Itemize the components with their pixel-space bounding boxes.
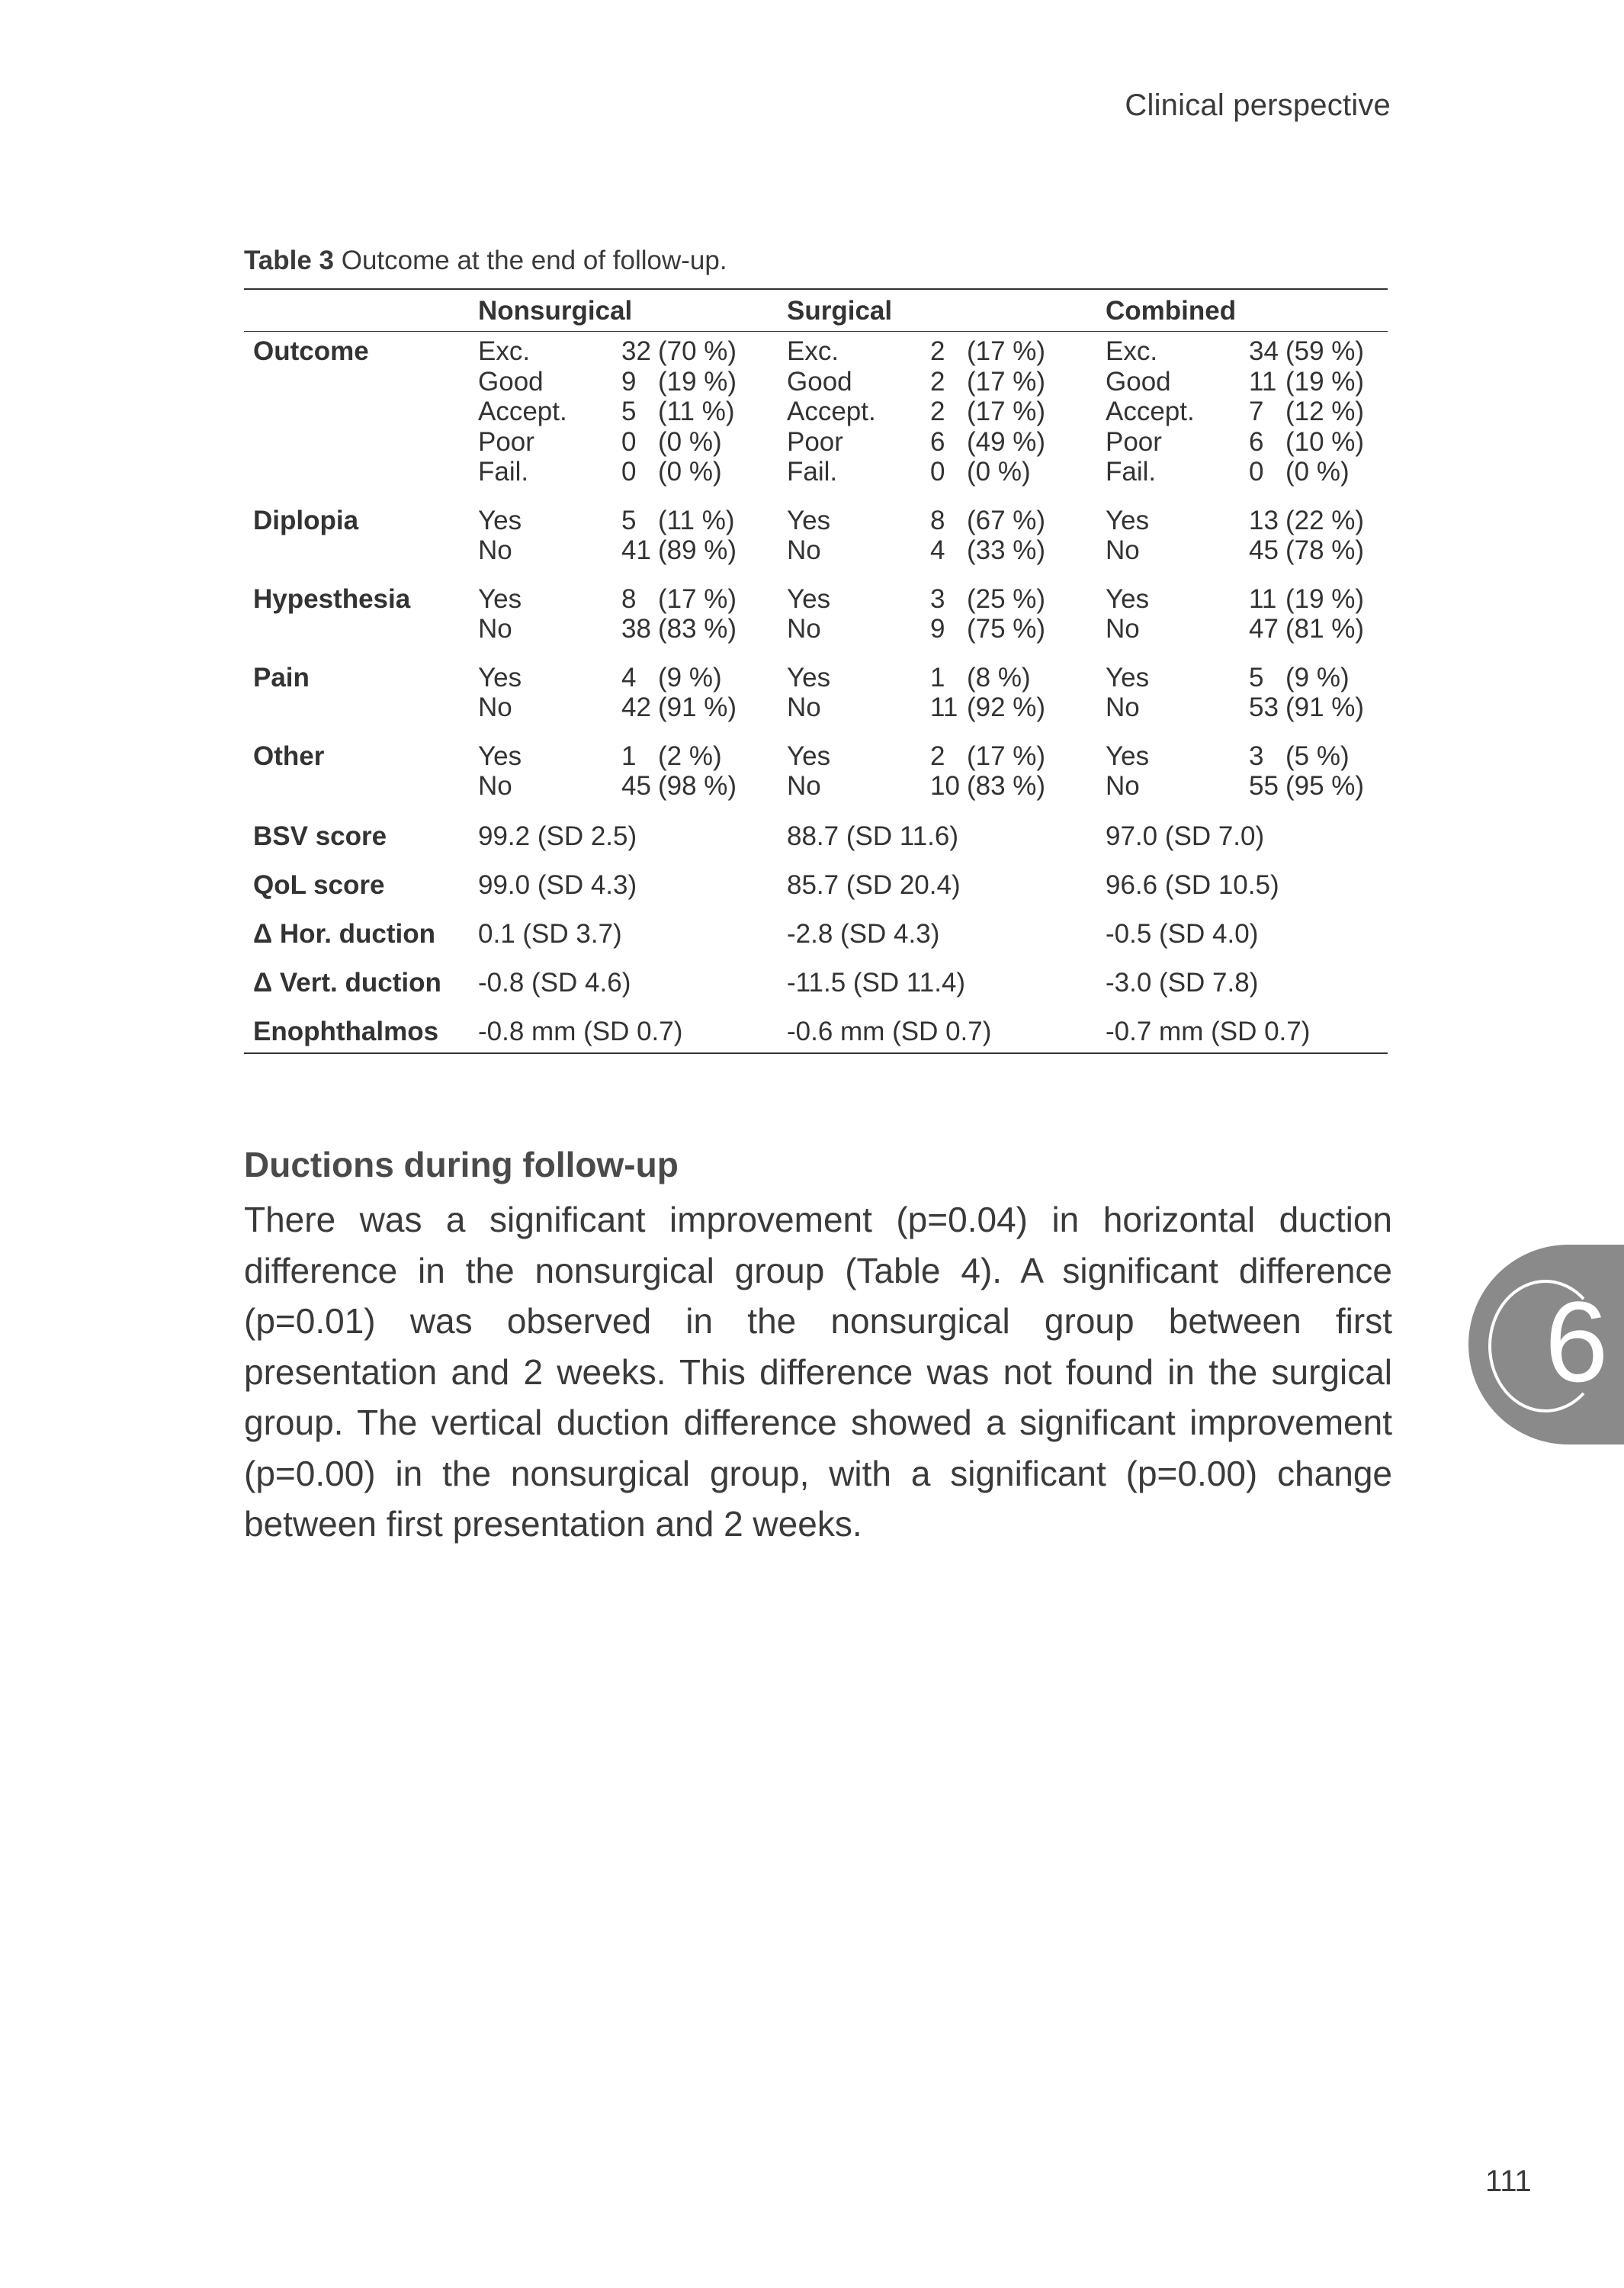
cell-cnt: 13 xyxy=(1249,505,1279,535)
cell-line xyxy=(478,614,787,644)
cell-pct: (17 %) xyxy=(967,366,1046,397)
cell-pct: (98 %) xyxy=(658,771,737,801)
cell-surgical: 88.7 (SD 11.6) xyxy=(787,821,959,851)
cell-cat: Good xyxy=(1106,366,1171,397)
cell-pct: (8 %) xyxy=(967,662,1031,693)
cell-line xyxy=(478,535,787,566)
cell-cnt: 4 xyxy=(621,662,637,693)
cell-cnt: 10 xyxy=(930,771,960,801)
cell-cnt: 8 xyxy=(621,583,637,614)
table-row xyxy=(244,910,1388,959)
table-caption-label: Table 3 xyxy=(244,246,335,275)
cell-combined xyxy=(1106,498,1388,577)
cell-nonsurgical xyxy=(478,332,787,498)
header-surgical: Surgical xyxy=(787,289,1106,332)
cell-line xyxy=(478,693,787,723)
row-label: Outcome xyxy=(253,336,369,366)
cell-cat: Exc. xyxy=(478,336,531,366)
row-label: Enophthalmos xyxy=(253,1016,439,1046)
row-label: Hypesthesia xyxy=(253,583,411,614)
cell-cat: Poor xyxy=(787,426,843,457)
cell-pct: (70 %) xyxy=(658,336,737,366)
cell-cat: No xyxy=(787,535,821,565)
cell-cat: Exc. xyxy=(1106,336,1158,366)
cell-cnt: 32 xyxy=(621,336,651,366)
cell-cat: No xyxy=(787,693,821,722)
cell-nonsurgical xyxy=(478,655,787,734)
cell-line xyxy=(1106,506,1388,536)
cell-cnt: 5 xyxy=(621,505,637,535)
cell-cat: Yes xyxy=(1106,505,1150,535)
cell-cat: No xyxy=(1106,535,1140,565)
cell-line xyxy=(787,427,1106,458)
cell-line xyxy=(787,584,1106,615)
cell-line xyxy=(1106,584,1388,615)
cell-cnt: 47 xyxy=(1249,614,1279,644)
cell-nonsurgical: 0.1 (SD 3.7) xyxy=(478,918,622,949)
cell-line xyxy=(478,741,787,772)
body-paragraph: There was a significant improvement (p=0.04) in horizontal duction difference in the nonsurgical group (Table 4). A significant difference (p=0.01) was observed in the nonsurgical group between first presentation and 2 weeks. This difference was not found in the surgical group. The vertical duction difference showed a significant improvement (p=0.00) in the nonsurgical group, with a significant (p=0.00) change between first presentation and 2 weeks. xyxy=(244,1200,1392,1544)
cell-cnt: 0 xyxy=(930,457,945,487)
cell-cat: Yes xyxy=(478,662,522,693)
cell-pct: (9 %) xyxy=(1285,662,1350,693)
cell-line xyxy=(478,336,787,367)
cell-pct: (0 %) xyxy=(658,457,722,487)
cell-combined: -0.7 mm (SD 0.7) xyxy=(1106,1016,1311,1046)
table-caption xyxy=(244,246,727,276)
cell-cnt: 6 xyxy=(1249,426,1264,457)
cell-cat: No xyxy=(787,771,821,801)
cell-cnt: 5 xyxy=(621,397,637,426)
cell-cat: Yes xyxy=(787,741,831,771)
cell-cnt: 55 xyxy=(1249,771,1279,801)
cell-cnt: 8 xyxy=(930,505,945,535)
cell-cnt: 7 xyxy=(1249,397,1264,426)
cell-pct: (11 %) xyxy=(658,505,735,535)
table-header-row xyxy=(244,289,1388,332)
cell-combined xyxy=(1106,577,1388,655)
cell-pct: (59 %) xyxy=(1285,336,1365,366)
cell-pct: (10 %) xyxy=(1285,426,1365,457)
cell-surgical: -11.5 (SD 11.4) xyxy=(787,967,966,998)
cell-pct: (83 %) xyxy=(658,614,737,644)
cell-line xyxy=(1106,663,1388,693)
chapter-tab xyxy=(1468,1245,1624,1444)
cell-pct: (67 %) xyxy=(967,505,1046,535)
cell-cat: No xyxy=(787,614,821,644)
cell-cnt: 0 xyxy=(621,426,637,457)
cell-pct: (19 %) xyxy=(1285,366,1365,397)
cell-nonsurgical xyxy=(478,734,787,812)
cell-line xyxy=(1106,535,1388,566)
cell-cnt: 41 xyxy=(621,535,651,565)
cell-cnt: 11 xyxy=(1249,583,1277,614)
cell-cat: Yes xyxy=(1106,741,1150,771)
cell-line xyxy=(787,336,1106,367)
cell-combined xyxy=(1106,332,1388,498)
cell-cnt: 9 xyxy=(621,366,637,397)
table-caption-text: Outcome at the end of follow-up. xyxy=(334,246,727,275)
header-empty xyxy=(244,289,478,332)
cell-line xyxy=(787,663,1106,693)
cell-pct: (2 %) xyxy=(658,741,722,771)
cell-cnt: 34 xyxy=(1249,336,1279,366)
section-heading: Ductions during follow-up xyxy=(244,1145,679,1184)
cell-cnt: 4 xyxy=(930,535,945,565)
cell-cat: Good xyxy=(478,366,544,397)
header-combined: Combined xyxy=(1106,289,1388,332)
cell-nonsurgical: -0.8 (SD 4.6) xyxy=(478,967,631,998)
cell-cnt: 38 xyxy=(621,614,651,644)
cell-line xyxy=(478,584,787,615)
cell-combined xyxy=(1106,734,1388,812)
cell-cnt: 45 xyxy=(1249,535,1279,565)
cell-surgical xyxy=(787,734,1106,812)
cell-line xyxy=(478,427,787,458)
cell-line xyxy=(478,663,787,693)
cell-line xyxy=(1106,741,1388,772)
cell-surgical xyxy=(787,332,1106,498)
cell-pct: (5 %) xyxy=(1285,741,1350,771)
cell-cat: Yes xyxy=(787,505,831,535)
cell-cnt: 2 xyxy=(930,397,945,426)
cell-pct: (75 %) xyxy=(967,614,1046,644)
cell-pct: (22 %) xyxy=(1285,505,1365,535)
cell-surgical: -2.8 (SD 4.3) xyxy=(787,918,940,949)
cell-cat: Accept. xyxy=(787,397,876,426)
cell-pct: (49 %) xyxy=(967,426,1046,457)
cell-line xyxy=(787,367,1106,397)
cell-line xyxy=(787,397,1106,427)
cell-cat: Fail. xyxy=(478,457,529,487)
cell-pct: (25 %) xyxy=(967,583,1046,614)
cell-line xyxy=(1106,614,1388,644)
cell-cat: Yes xyxy=(478,505,522,535)
cell-line xyxy=(478,457,787,487)
cell-pct: (92 %) xyxy=(967,693,1046,722)
table-body xyxy=(244,332,1388,1053)
cell-combined xyxy=(1106,655,1388,734)
chapter-number: 6 xyxy=(1545,1277,1609,1406)
row-label: Pain xyxy=(253,662,310,693)
row-label: Δ Vert. duction xyxy=(253,967,441,998)
cell-cat: Poor xyxy=(478,426,534,457)
cell-line xyxy=(1106,457,1388,487)
cell-cnt: 3 xyxy=(930,583,945,614)
cell-pct: (17 %) xyxy=(967,741,1046,771)
cell-line xyxy=(478,367,787,397)
cell-combined: -0.5 (SD 4.0) xyxy=(1106,918,1259,949)
cell-cnt: 1 xyxy=(930,662,945,693)
cell-cat: Fail. xyxy=(787,457,838,487)
cell-cnt: 2 xyxy=(930,366,945,397)
cell-line xyxy=(1106,427,1388,458)
cell-cnt: 6 xyxy=(930,426,945,457)
cell-pct: (33 %) xyxy=(967,535,1046,565)
cell-line xyxy=(787,506,1106,536)
cell-cnt: 0 xyxy=(1249,457,1264,487)
cell-pct: (89 %) xyxy=(658,535,737,565)
cell-cnt: 1 xyxy=(621,741,637,771)
row-label: QoL score xyxy=(253,869,385,900)
cell-cnt: 2 xyxy=(930,741,945,771)
cell-line xyxy=(1106,771,1388,802)
cell-pct: (78 %) xyxy=(1285,535,1365,565)
table-row xyxy=(244,959,1388,1007)
cell-pct: (91 %) xyxy=(1285,693,1365,722)
cell-line xyxy=(1106,397,1388,427)
cell-pct: (17 %) xyxy=(967,397,1046,426)
cell-pct: (83 %) xyxy=(967,771,1046,801)
table-row-outcome xyxy=(244,332,1388,498)
cell-surgical xyxy=(787,577,1106,655)
cell-cat: No xyxy=(1106,614,1140,644)
cell-combined: 96.6 (SD 10.5) xyxy=(1106,869,1279,900)
cell-surgical xyxy=(787,655,1106,734)
cell-pct: (17 %) xyxy=(967,336,1046,366)
running-head: Clinical perspective xyxy=(1125,88,1391,122)
cell-line xyxy=(478,771,787,802)
cell-cat: No xyxy=(478,535,512,565)
cell-nonsurgical: 99.2 (SD 2.5) xyxy=(478,821,637,851)
page-number: 111 xyxy=(1485,2164,1532,2198)
cell-cnt: 53 xyxy=(1249,693,1279,722)
cell-cat: Accept. xyxy=(478,397,567,426)
cell-pct: (12 %) xyxy=(1285,397,1365,426)
cell-line xyxy=(1106,693,1388,723)
cell-cnt: 45 xyxy=(621,771,651,801)
cell-surgical xyxy=(787,498,1106,577)
cell-cat: Poor xyxy=(1106,426,1162,457)
table-row xyxy=(244,812,1388,861)
row-label: Other xyxy=(253,741,325,771)
cell-pct: (9 %) xyxy=(658,662,722,693)
cell-line xyxy=(787,457,1106,487)
cell-line xyxy=(787,741,1106,772)
cell-cat: Yes xyxy=(787,583,831,614)
table-row xyxy=(244,734,1388,812)
cell-cat: Yes xyxy=(1106,662,1150,693)
cell-line xyxy=(478,397,787,427)
cell-pct: (0 %) xyxy=(967,457,1031,487)
cell-cat: No xyxy=(1106,693,1140,722)
cell-pct: (81 %) xyxy=(1285,614,1365,644)
outcome-table xyxy=(244,288,1388,1054)
cell-nonsurgical: 99.0 (SD 4.3) xyxy=(478,869,637,900)
cell-cat: Fail. xyxy=(1106,457,1157,487)
cell-cat: Exc. xyxy=(787,336,839,366)
cell-combined: -3.0 (SD 7.8) xyxy=(1106,967,1259,998)
row-label: Diplopia xyxy=(253,505,359,535)
cell-pct: (19 %) xyxy=(1285,583,1365,614)
cell-cat: No xyxy=(1106,771,1140,801)
cell-surgical: 85.7 (SD 20.4) xyxy=(787,869,961,900)
row-label: BSV score xyxy=(253,821,387,851)
cell-cat: Yes xyxy=(787,662,831,693)
cell-line xyxy=(1106,367,1388,397)
table-row xyxy=(244,1007,1388,1053)
cell-line xyxy=(787,771,1106,802)
cell-pct: (95 %) xyxy=(1285,771,1365,801)
cell-pct: (0 %) xyxy=(658,426,722,457)
table-row xyxy=(244,577,1388,655)
header-nonsurgical: Nonsurgical xyxy=(478,289,787,332)
cell-cat: No xyxy=(478,614,512,644)
cell-cnt: 9 xyxy=(930,614,945,644)
table-row xyxy=(244,655,1388,734)
cell-nonsurgical: -0.8 mm (SD 0.7) xyxy=(478,1016,683,1046)
table-row xyxy=(244,498,1388,577)
cell-line xyxy=(787,693,1106,723)
cell-cat: Good xyxy=(787,366,852,397)
cell-pct: (11 %) xyxy=(658,397,735,426)
cell-nonsurgical xyxy=(478,577,787,655)
cell-cnt: 11 xyxy=(1249,366,1277,397)
cell-cnt: 11 xyxy=(930,693,958,722)
cell-cat: Yes xyxy=(478,741,522,771)
row-label: Δ Hor. duction xyxy=(253,918,436,949)
cell-cnt: 42 xyxy=(621,693,651,722)
cell-combined: 97.0 (SD 7.0) xyxy=(1106,821,1265,851)
cell-cnt: 3 xyxy=(1249,741,1264,771)
cell-pct: (19 %) xyxy=(658,366,737,397)
cell-cnt: 0 xyxy=(621,457,637,487)
cell-line xyxy=(787,535,1106,566)
cell-line xyxy=(478,506,787,536)
cell-line xyxy=(1106,336,1388,367)
cell-cnt: 2 xyxy=(930,336,945,366)
cell-cat: No xyxy=(478,693,512,722)
cell-cat: No xyxy=(478,771,512,801)
cell-cat: Yes xyxy=(1106,583,1150,614)
table-row xyxy=(244,861,1388,910)
cell-cat: Accept. xyxy=(1106,397,1195,426)
cell-nonsurgical xyxy=(478,498,787,577)
cell-surgical: -0.6 mm (SD 0.7) xyxy=(787,1016,992,1046)
cell-pct: (17 %) xyxy=(658,583,737,614)
cell-cnt: 5 xyxy=(1249,662,1264,693)
cell-pct: (91 %) xyxy=(658,693,737,722)
cell-pct: (0 %) xyxy=(1285,457,1350,487)
cell-line xyxy=(787,614,1106,644)
cell-cat: Yes xyxy=(478,583,522,614)
